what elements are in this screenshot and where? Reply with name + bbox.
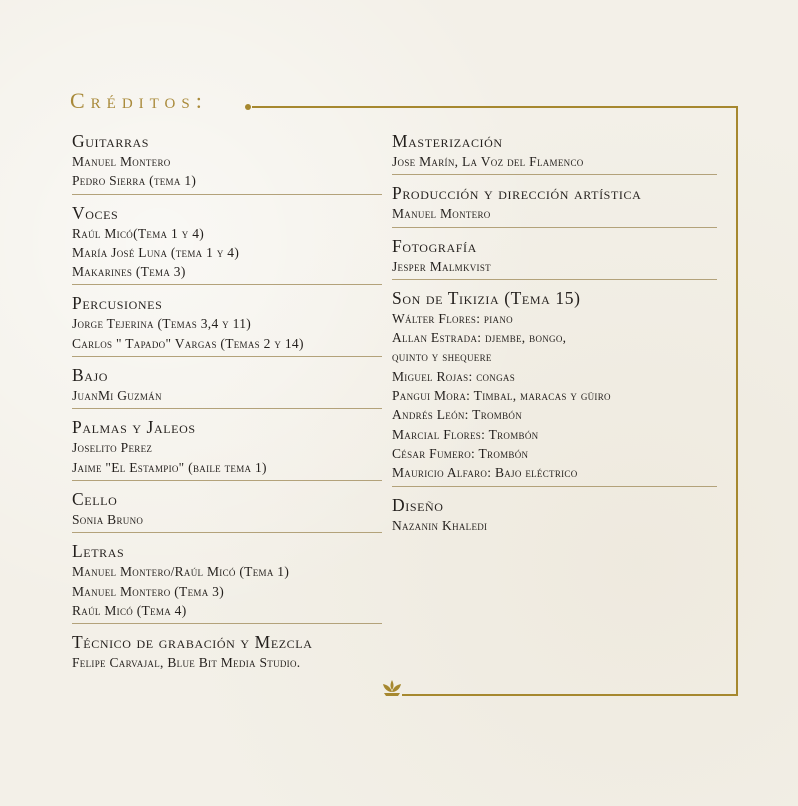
section-heading: Letras [72,541,125,562]
credit-line: María José Luna (tema 1 y 4) [72,244,240,260]
credit-line: Miguel Rojas: congas [392,368,516,384]
credit-line: Manuel Montero [72,154,171,169]
section-heading: Diseño [392,494,444,515]
credit-line: quinto y shequere [392,349,492,365]
credit-line: Manuel Montero [392,206,491,222]
credit-line: Marcial Flores: Trombón [392,426,539,442]
credit-line: Carlos " Tapado" Vargas (Temas 2 y 14) [72,335,304,351]
credit-line: Jesper Malmkvist [392,258,491,274]
credit-line: Felipe Carvajal, Blue Bit Media Studio. [72,655,301,671]
section-heading: Percusiones [72,293,163,314]
section-heading: Voces [72,202,119,223]
credit-section-voces [72,202,382,286]
credit-line: Raúl Micó (Tema 4) [72,602,187,618]
credit-line: Allan Estrada: djembe, bongo, [392,330,567,346]
credit-line: JuanMi Guzmán [72,388,162,404]
credit-line: Jaime "El Estampio" (baile tema 1) [72,459,267,475]
section-heading: Técnico de grabación y Mezcla [72,632,313,653]
credit-section-percusiones [72,292,382,357]
credit-section-masterizacion [392,130,717,175]
credit-line: Manuel Montero (Tema 3) [72,583,225,599]
section-heading: Palmas y Jaleos [72,417,196,438]
credit-line: Sonia Bruno [72,511,144,527]
credit-section-fotografia [392,235,717,280]
section-heading: Son de Tikizia (Tema 15) [392,287,581,308]
credit-line: Andrés León: Trombón [392,407,523,423]
section-heading: Bajo [72,365,109,386]
right-credits-column [392,130,717,545]
left-credits-column [72,130,382,682]
credit-line: Nazanin Khaledi [392,517,488,533]
lotus-ornament-icon [380,678,404,698]
credit-section-letras [72,540,382,624]
frame-top-line [252,106,738,108]
section-heading: Guitarras [72,131,150,151]
section-heading: Cello [72,488,118,509]
credit-section-guitarras [72,130,382,195]
credit-line: César Fumero: Trombón [392,445,529,461]
section-heading: Fotografía [392,235,477,256]
frame-bottom-line [402,694,738,696]
credit-section-bajo [72,364,382,409]
credit-line: Joselito Perez [72,440,153,456]
credit-line: Pangui Mora: Timbal, maracas y güiro [392,388,611,404]
frame-right-line [736,106,738,696]
frame-dot [245,104,251,110]
page-title: Créditos: [70,88,208,113]
credit-line: Raúl Micó(Tema 1 y 4) [72,225,205,241]
credit-line: Mauricio Alfaro: Bajo eléctrico [392,465,578,481]
credit-section-tecnico-de-grabacion-y-mezcla [72,631,382,675]
credit-section-palmas-y-jaleos [72,416,382,481]
credit-line: Makarines (Tema 3) [72,264,186,280]
credit-line: Pedro Sierra (tema 1) [72,173,197,189]
section-heading: Masterización [392,131,503,151]
credit-line: Manuel Montero/Raúl Micó (Tema 1) [72,564,290,580]
credit-section-diseno [392,494,717,538]
credit-line: Jorge Tejerina (Temas 3,4 y 11) [72,316,252,332]
credit-section-produccion-y-direccion-artistica [392,182,717,227]
credit-section-cello [72,488,382,533]
credit-line: Jose Marín, La Voz del Flamenco [392,154,584,169]
section-heading: Producción y dirección artística [392,183,642,204]
credit-section-son-de-tikizia-tema-15 [392,287,717,487]
credit-line: Wálter Flores: piano [392,310,513,326]
